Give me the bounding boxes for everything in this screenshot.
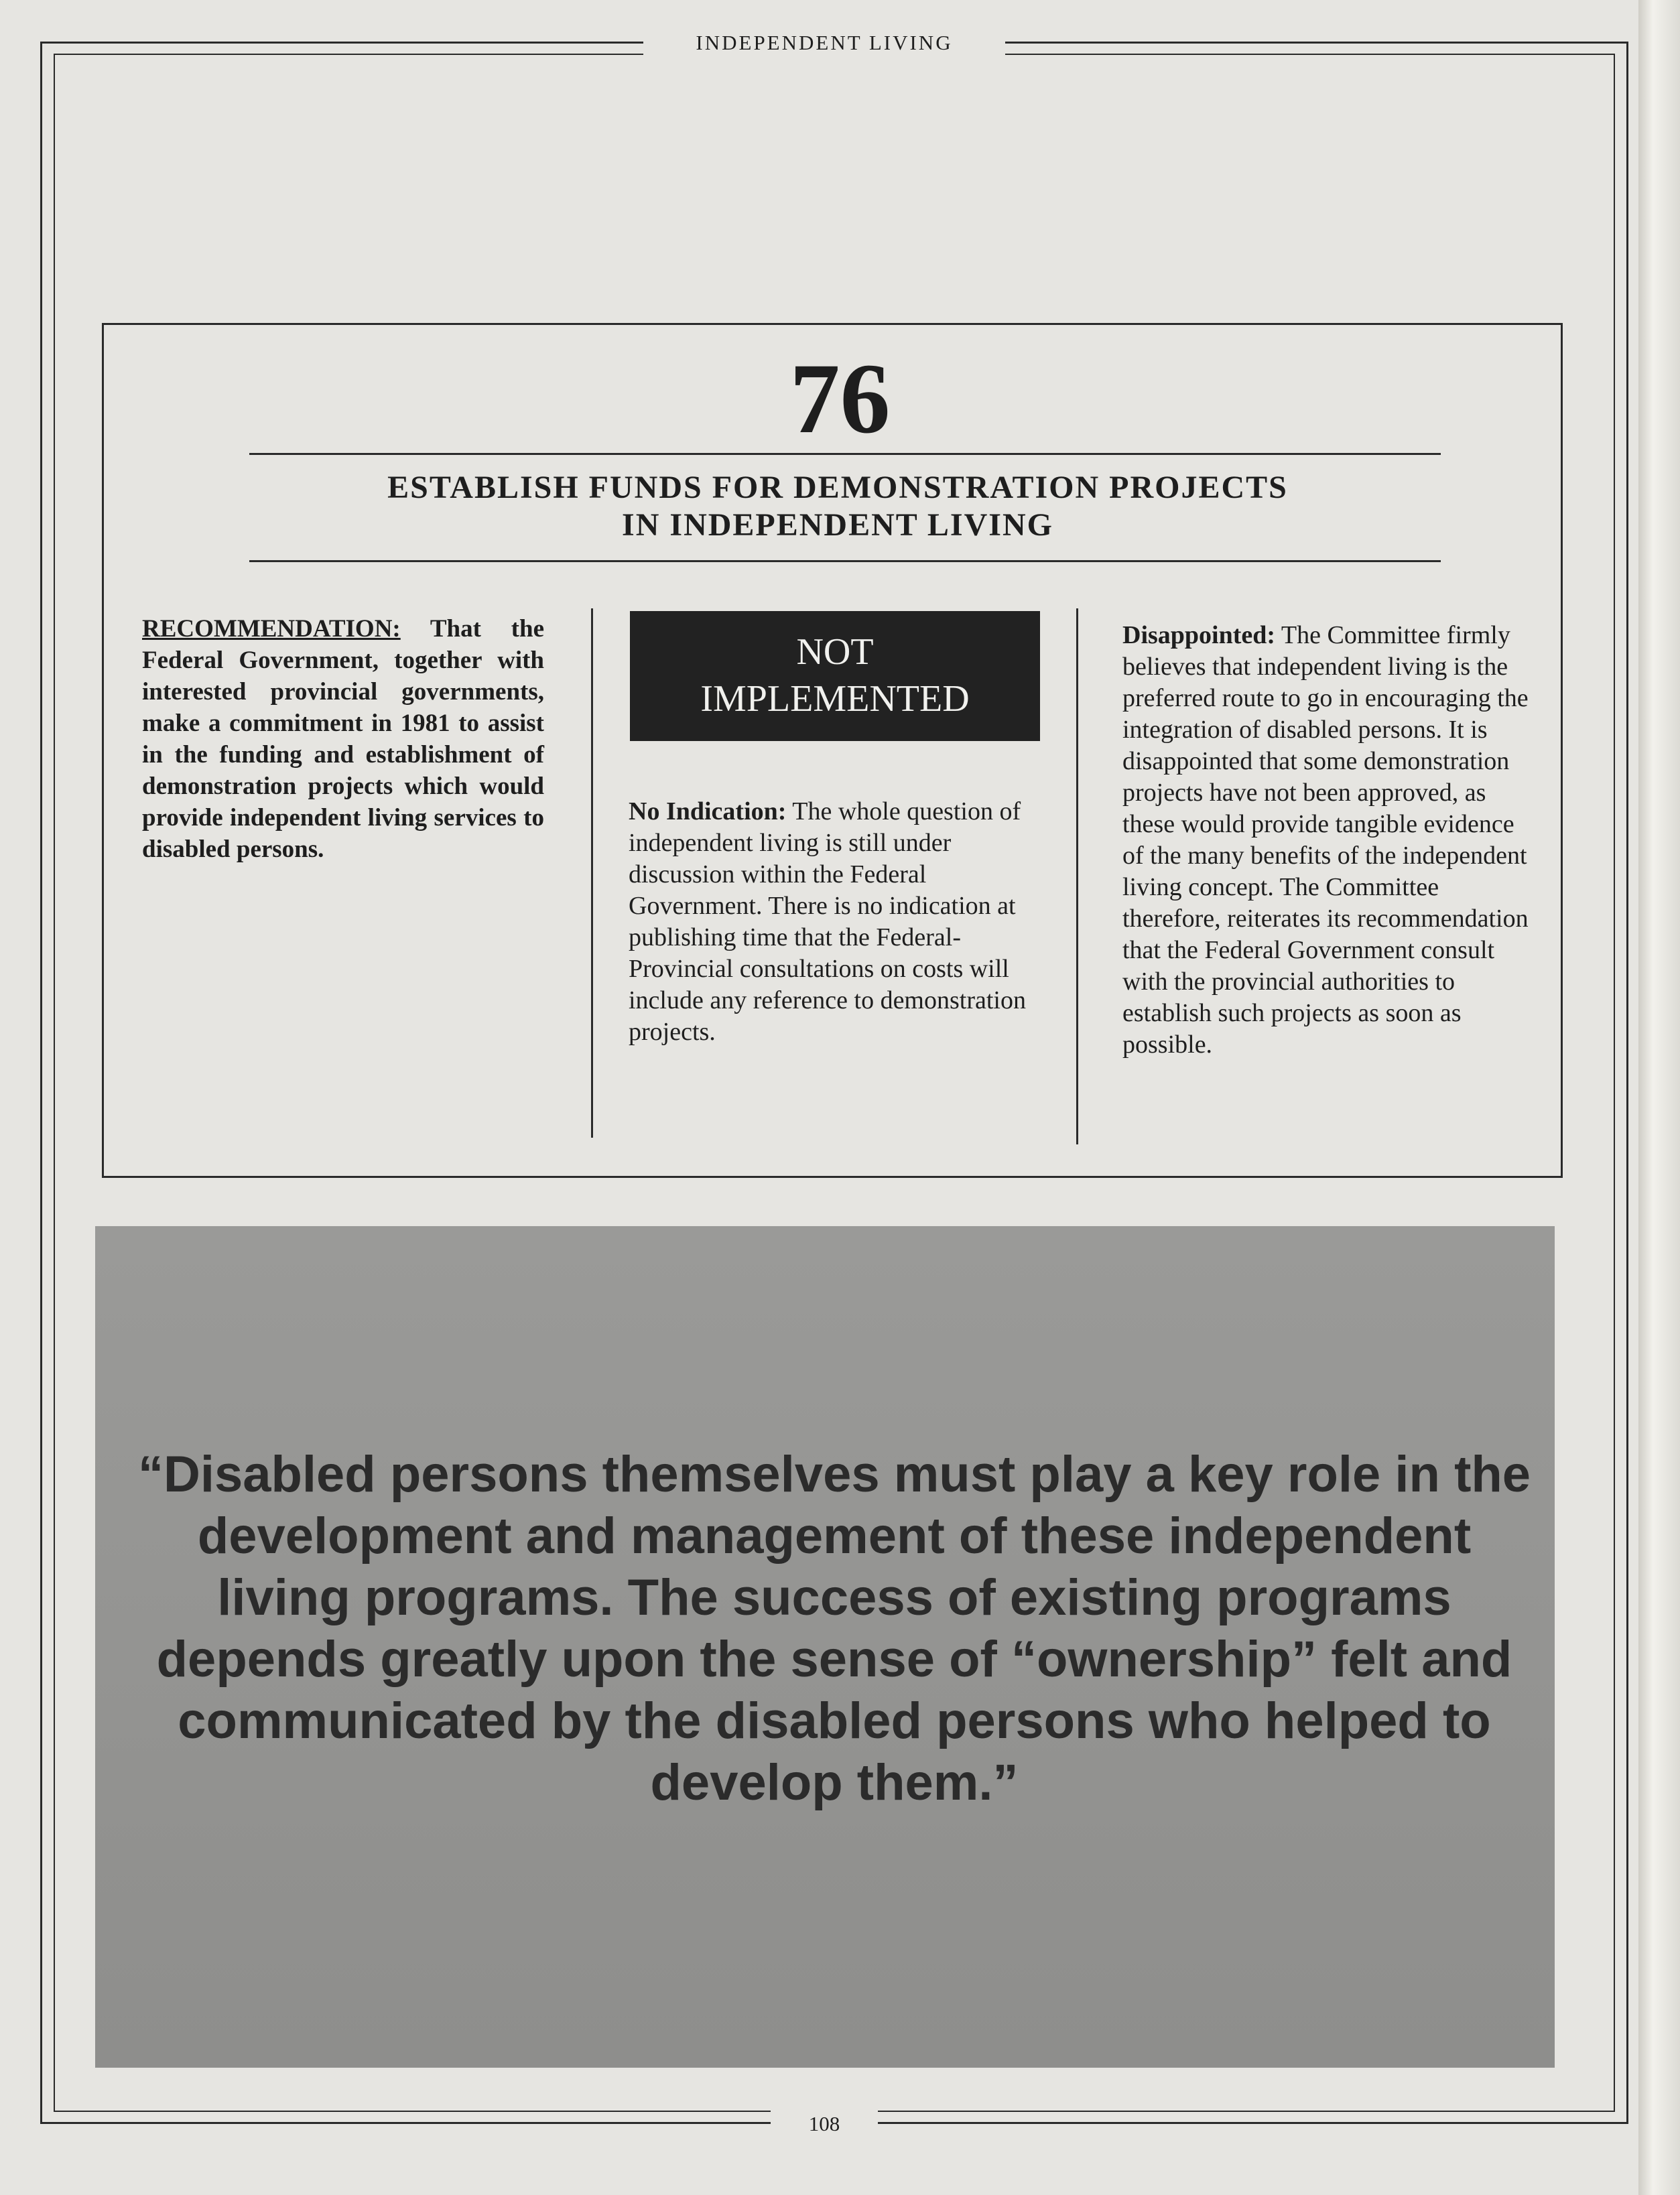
status-text-column xyxy=(629,796,1057,1048)
status-text: The whole question of independent living is still under discussion within the Federal Government. There is no indication at publishing time that the Federal-Provincial consultations on costs will include any reference to demonstration projects. xyxy=(629,797,1026,1046)
column-divider-right xyxy=(1076,608,1078,1144)
recommendation-title-line2: IN INDEPENDENT LIVING xyxy=(622,507,1053,543)
assessment-lead: Disappointed: xyxy=(1122,621,1276,649)
title-rule-top xyxy=(249,453,1441,455)
column-divider-left xyxy=(591,608,593,1138)
status-badge-line2: IMPLEMENTED xyxy=(700,678,970,720)
assessment-text-column xyxy=(1122,620,1538,1061)
pull-quote: “Disabled persons themselves must play a key role in the development and management of these independent living programs. The success of existing programs depends greatly upon the sense of “ownership” felt and communicated by the disabled persons who helped to develop them.” xyxy=(137,1446,1531,1811)
title-rule-bottom xyxy=(249,560,1441,562)
recommendation-title-line1: ESTABLISH FUNDS FOR DEMONSTRATION PROJECTS xyxy=(387,470,1288,505)
recommendation-number: 76 xyxy=(789,343,891,454)
running-head: INDEPENDENT LIVING xyxy=(643,28,1005,58)
recommendation-title xyxy=(201,469,1474,544)
assessment-text: The Committee firmly believes that independent living is the preferred route to go in encouraging the integration of disabled persons. It is disappointed that some demonstration projects have not been approved, as these would provide tangible evidence of the many benefits of the independent living concept. The Committee therefore, reiterates its recommendation that the Federal Government consult with the provincial authorities to establish such projects as soon as possible. xyxy=(1122,621,1529,1059)
adjacent-page-edge xyxy=(1638,0,1680,2195)
status-badge-line1: NOT xyxy=(796,631,874,673)
page-number: 108 xyxy=(771,2109,878,2139)
recommendation-text-column xyxy=(142,613,544,865)
status-badge xyxy=(630,611,1040,741)
recommendation-label: RECOMMENDATION: xyxy=(142,615,401,643)
status-lead: No Indication: xyxy=(629,797,787,825)
recommendation-text: That the Federal Government, together with interested provincial governments, make a commitment in 1981 to assist in the funding and establishment of demonstration projects which would provide independent living services to disabled persons. xyxy=(142,615,544,863)
